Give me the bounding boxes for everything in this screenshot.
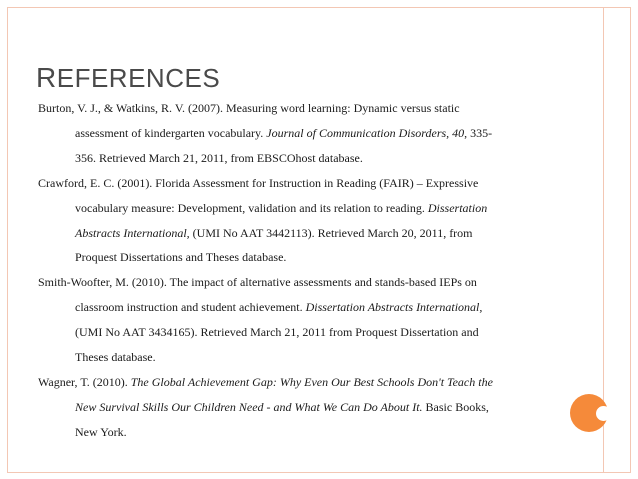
reference-journal: Journal of Communication Disorders, 40 xyxy=(266,125,465,140)
reference-text: Wagner, T. (2010). xyxy=(38,374,131,389)
reference-text: Smith-Woofter, M. (2010). The impact of alternative assessments and stands-based IEPs on xyxy=(38,275,477,290)
reference-text: (UMI No AAT 3434165). Retrieved March 21, 2011 from Proquest Dissertation and xyxy=(75,325,479,340)
reference-journal: Abstracts International, xyxy=(75,225,190,240)
reference-item xyxy=(38,370,578,445)
reference-text: assessment of kindergarten vocabulary. xyxy=(75,125,267,140)
reference-text: , 335- xyxy=(464,125,493,140)
reference-item xyxy=(38,96,578,171)
slide-title xyxy=(36,63,220,93)
reference-text: Theses database. xyxy=(75,350,156,365)
reference-journal: Dissertation xyxy=(427,200,488,215)
title-initial: R xyxy=(36,62,57,93)
accent-dot-icon xyxy=(596,406,611,421)
reference-text: Burton, V. J., & Watkins, R. V. (2007). Measuring word learning: Dynamic versus static xyxy=(38,101,460,115)
reference-text: 356. Retrieved March 21, 2011, from EBSCOhost database. xyxy=(75,150,363,165)
reference-item xyxy=(38,171,578,271)
title-rest: EFERENCES xyxy=(56,63,221,93)
reference-text: Crawford, E. C. (2001). Florida Assessment for Instruction in Reading (FAIR) – Expressive xyxy=(38,175,479,190)
reference-item xyxy=(38,270,578,370)
reference-text: vocabulary measure: Development, validation and its relation to reading. xyxy=(75,200,428,215)
reference-text: Proquest Dissertations and Theses database. xyxy=(75,250,287,265)
reference-text: New York. xyxy=(75,424,127,439)
reference-journal: Dissertation Abstracts International, xyxy=(305,300,483,315)
reference-list xyxy=(38,96,578,445)
reference-text: classroom instruction and student achievement. xyxy=(75,300,306,315)
reference-book-title: The Global Achievement Gap: Why Even Our Best Schools Don't Teach the xyxy=(130,374,493,389)
reference-book-title: New Survival Skills Our Children Need - and What We Can Do About It. xyxy=(75,399,423,414)
reference-text: Basic Books, xyxy=(422,399,489,414)
reference-text: (UMI No AAT 3442113). Retrieved March 20, 2011, from xyxy=(189,225,473,240)
